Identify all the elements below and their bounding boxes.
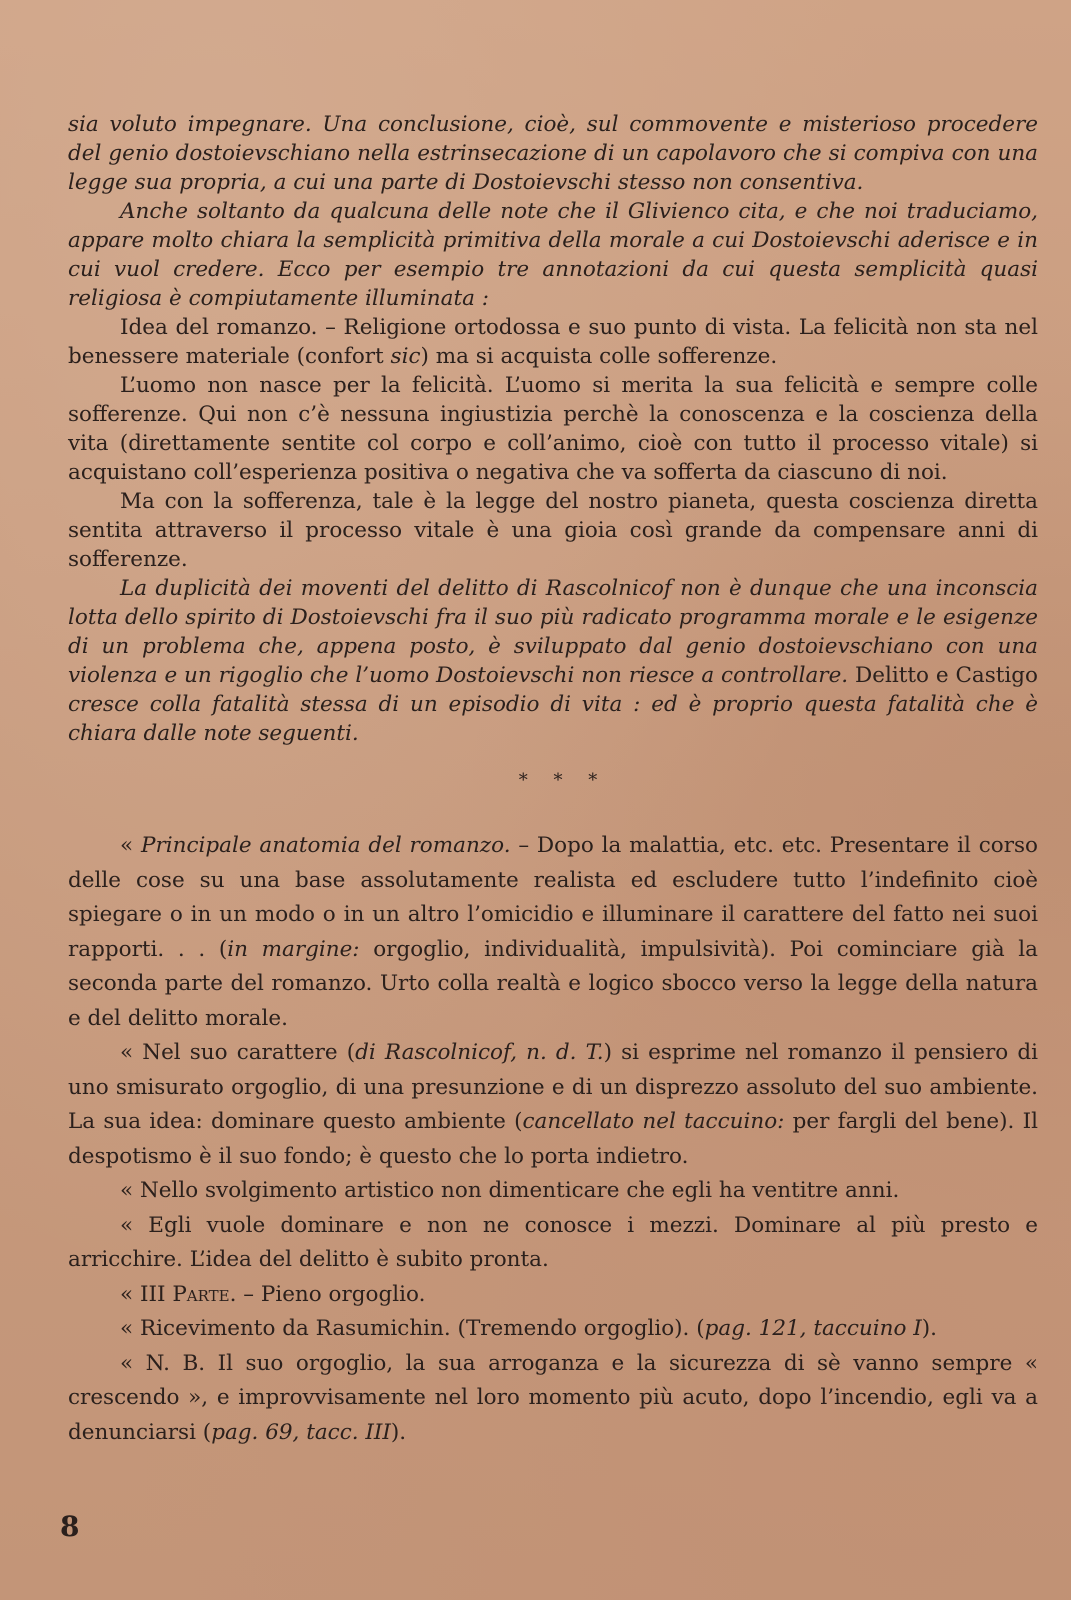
note-text: orgoglio, individualità, impulsività). Poi cominciare già la seconda parte del romanzo. Urto colla realtà e logico sbocco verso la legge della natura e del delitto morale. [68, 936, 1039, 1031]
note-text: « Ricevimento da Rasumichin. (Tremendo orgoglio). ( [120, 1316, 705, 1341]
note-text: « Nel suo carattere ( [120, 1040, 356, 1065]
paragraph-text: cresce colla fatalità stessa di un episodio di vita : ed è proprio questa fatalità che è chiara dalle note seguenti. [68, 692, 1038, 746]
paragraph-continuation [68, 110, 1038, 197]
page-reference: pag. 69, tacc. III [211, 1419, 391, 1445]
page-body [68, 110, 1038, 1450]
quoted-note [68, 1209, 1038, 1278]
note-text: « III [120, 1281, 173, 1307]
cancelled-marker: cancellato nel taccuino: [522, 1109, 785, 1134]
section-separator: * * * [518, 770, 608, 791]
note-text: – Dopo la malattia, etc. etc. Presentare il corso delle cose su una base assolutamente realista ed escludere tutto l’indefinito cioè spiegare o in un modo o in un altro l’omicidio e illuminare il carattere del fatto nei suoi rapporti. . . ( [68, 833, 1038, 962]
paragraph-text: sia voluto impegnare. Una conclusione, cioè, sul commovente e misterioso procedere del genio dostoievschiano nella estrinsecazione di un capolavoro che si compiva con una legge sua propria, a cui una parte di Dostoievschi stesso non consentiva. [68, 112, 1038, 195]
paragraph [68, 574, 1038, 748]
quote-mark: « [120, 833, 141, 858]
book-title: Delitto e Castigo [848, 663, 1038, 688]
paragraph [68, 197, 1038, 313]
note-text: ). [390, 1419, 407, 1445]
quoted-note [68, 313, 1038, 371]
quoted-note [68, 1278, 1038, 1313]
part-label: Parte [172, 1281, 230, 1307]
note-text: L’uomo non nasce per la felicità. L’uomo si merita la sua felicità e sempre colle sofferenze. Qui non c’è nessuna ingiustizia perchè la conoscenza e la coscienza della vita (direttamente sentite col corpo e coll’animo, cioè con tutto il processo vitale) si acquistano coll’esperienza positiva o negativa che va sofferta da ciascuno di noi. [68, 373, 1038, 485]
note-text: ) si esprime nel romanzo il pensiero di uno smisurato orgoglio, di una presunzione e di un disprezzo assoluto del suo ambiente. La sua idea: dominare questo ambiente ( [68, 1040, 1038, 1134]
note-text: Idea del romanzo. – Religione ortodossa e suo punto di vista. La felicità non sta nel benessere materiale (confort [68, 315, 1038, 369]
notes-section [68, 829, 1038, 1450]
note-text: . – Pieno orgoglio. [229, 1281, 426, 1307]
quoted-note [68, 1174, 1038, 1209]
quoted-note [68, 1312, 1038, 1347]
translator-note: di Rascolnicof, n. d. T. [355, 1040, 604, 1065]
paragraph-text: Anche soltanto da qualcuna delle note che il Glivienco cita, e che noi traduciamo, appare molto chiara la semplicità primitiva della morale a cui Dostoievschi aderisce e in cui vuol credere. Ecco per esempio tre annotazioni da cui questa semplicità quasi religiosa è compiutamente illuminata : [68, 199, 1038, 311]
quoted-note [68, 1036, 1038, 1174]
note-heading: Principale anatomia del romanzo. [140, 833, 511, 858]
note-text: ). [921, 1316, 937, 1341]
note-text: « Egli vuole dominare e non ne conosce i mezzi. Dominare al più presto e arricchire. L’idea del delitto è subito pronta. [68, 1212, 1038, 1272]
paragraph-text: La duplicità dei moventi del delitto di Rascolnicof non è dunque che una inconscia lotta dello spirito di Dostoievschi fra il suo più radicato programma morale e le esigenze di un problema che, appena posto, è sviluppato dal genio dostoievschiano con una violenza e un rigoglio che l’uomo Dostoievschi non riesce a controllare. [68, 576, 1038, 688]
quoted-note [68, 487, 1038, 574]
page-reference: pag. 121, taccuino I [704, 1316, 922, 1341]
note-text: « Nello svolgimento artistico non dimenticare che egli ha ventitre anni. [120, 1178, 900, 1203]
quoted-note [68, 829, 1038, 1036]
quoted-note [68, 371, 1038, 487]
page-number: 8 [60, 1510, 80, 1543]
quoted-note [68, 1347, 1038, 1451]
note-text: ) ma si acquista colle sofferenze. [420, 344, 778, 369]
note-text: per fargli del bene). Il despotismo è il suo fondo; è questo che lo porta indietro. [68, 1109, 1039, 1169]
note-text: Ma con la sofferenza, tale è la legge del nostro pianeta, questa coscienza diretta sentita attraverso il processo vitale è una gioia così grande da compensare anni di sofferenze. [68, 489, 1038, 572]
note-text: « N. B. Il suo orgoglio, la sua arroganza e la sicurezza di sè vanno sempre « crescendo », e improvvisamente nel loro momento più acuto, dopo l’incendio, egli va a denunciarsi ( [68, 1350, 1038, 1445]
margin-marker: in margine: [227, 936, 360, 962]
sic-marker: sic [390, 344, 421, 369]
